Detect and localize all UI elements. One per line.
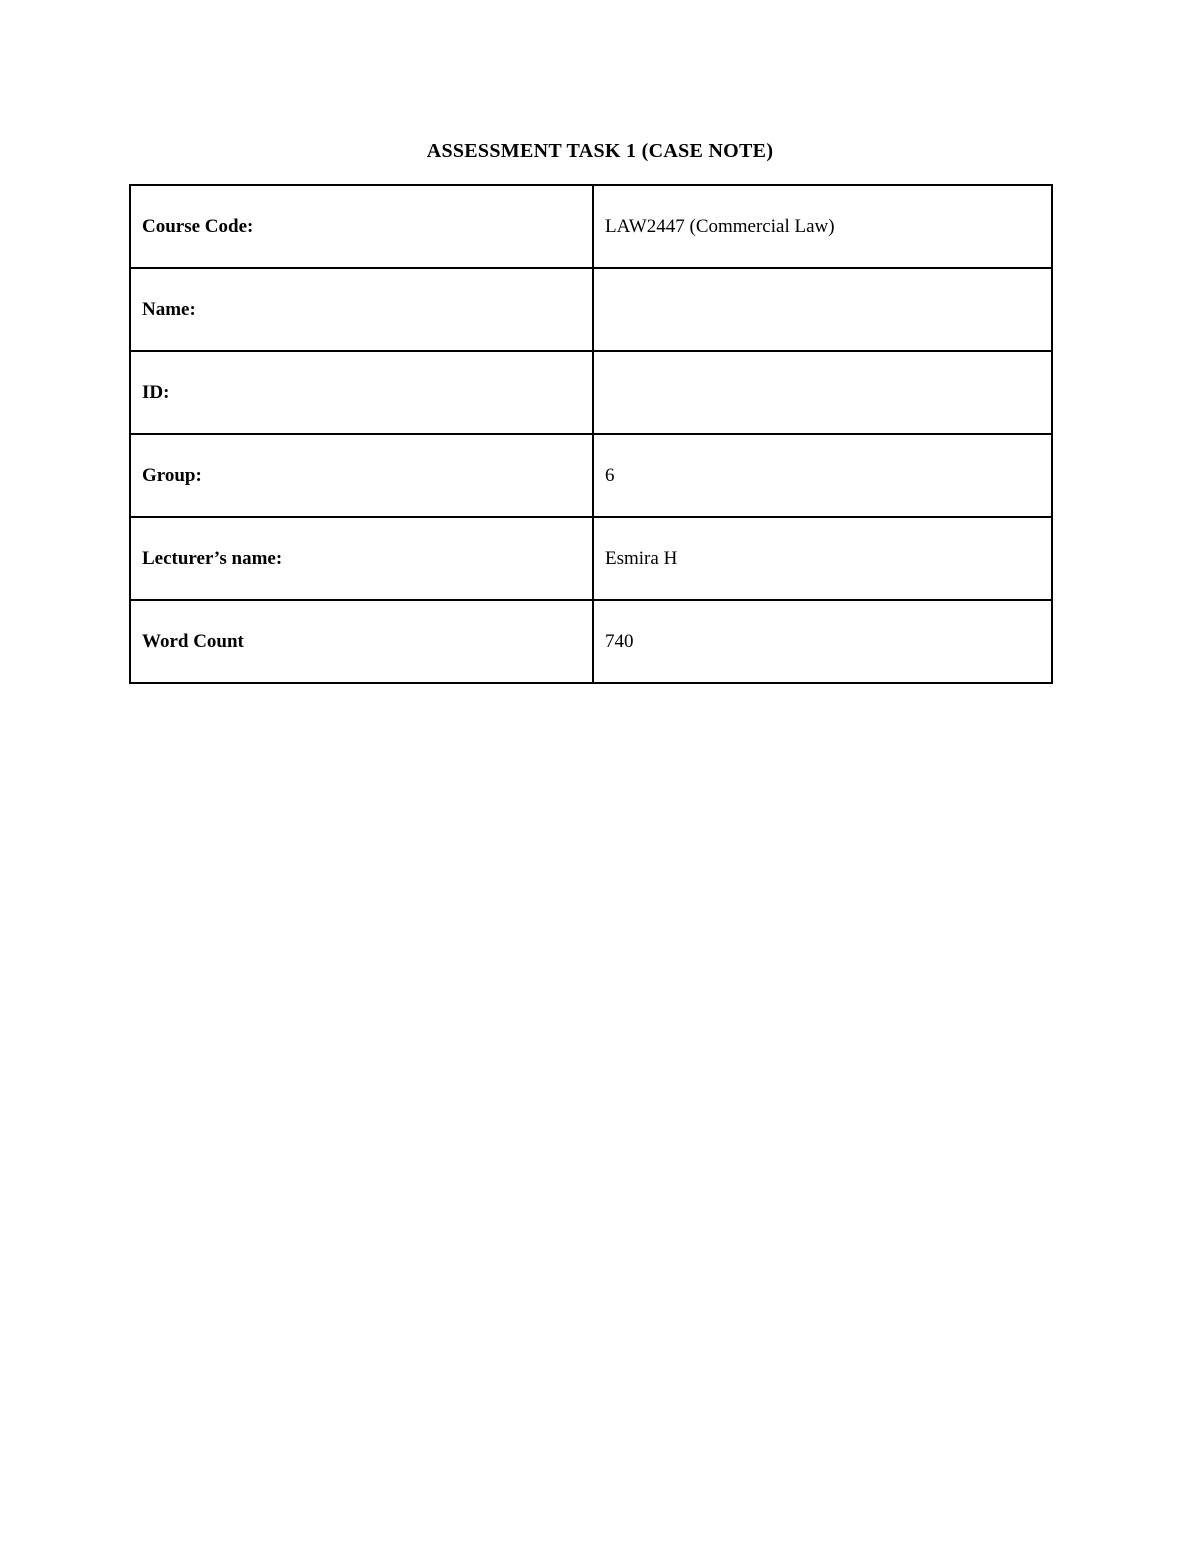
lecturer-name-value: Esmira H	[593, 517, 1052, 600]
table-row-lecturer-name	[130, 517, 1052, 600]
document-title: ASSESSMENT TASK 1 (CASE NOTE)	[426, 140, 774, 162]
cover-info-table	[129, 184, 1053, 684]
course-code-value: LAW2447 (Commercial Law)	[593, 185, 1052, 268]
table-row-course-code	[130, 185, 1052, 268]
table-row-name	[130, 268, 1052, 351]
table-row-word-count	[130, 600, 1052, 683]
course-code-label: Course Code:	[130, 185, 593, 268]
lecturer-name-label: Lecturer’s name:	[130, 517, 593, 600]
group-label: Group:	[130, 434, 593, 517]
group-value: 6	[593, 434, 1052, 517]
id-value	[593, 351, 1052, 434]
id-label: ID:	[130, 351, 593, 434]
name-value	[593, 268, 1052, 351]
word-count-label: Word Count	[130, 600, 593, 683]
name-label: Name:	[130, 268, 593, 351]
word-count-value: 740	[593, 600, 1052, 683]
table-row-group	[130, 434, 1052, 517]
table-row-id	[130, 351, 1052, 434]
